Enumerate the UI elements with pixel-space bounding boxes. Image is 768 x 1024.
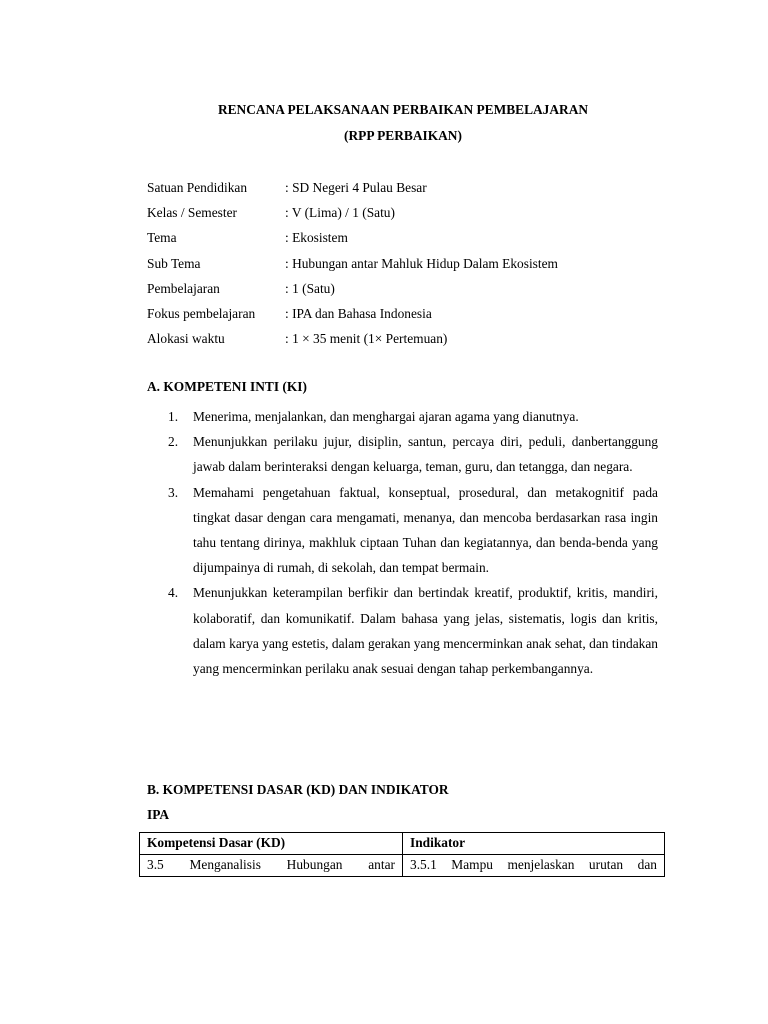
identity-row (147, 329, 558, 354)
list-item (168, 429, 658, 479)
list-item-text: Menunjukkan keterampilan berfikir dan bertindak kreatif, produktif, kritis, mandiri, kolaboratif, dan komunikatif. Dalam bahasa yang jelas, sistematis, logis dan kritis, dalam karya yang estetis, dalam gerakan yang mencerminkan anak sehat, dan tindakan yang mencerminkan perilaku anak sesuai dengan tahap perkembangannya. (193, 585, 658, 677)
table-cell: 3.5 Menganalisis Hubungan antar (140, 855, 403, 877)
identity-label: Sub Tema (147, 255, 201, 271)
identity-row (147, 203, 558, 228)
list-item (168, 480, 658, 581)
list-item-text: Menerima, menjalankan, dan menghargai ajaran agama yang dianutnya. (193, 409, 579, 424)
identity-label: Tema (147, 230, 177, 246)
identity-value: : 1 (Satu) (285, 280, 335, 296)
document-subtitle: (RPP PERBAIKAN) (344, 128, 462, 143)
identity-label: Satuan Pendidikan (147, 180, 248, 195)
identity-row (147, 254, 558, 279)
kd-table (139, 832, 665, 877)
identity-value: : IPA dan Bahasa Indonesia (285, 305, 432, 321)
list-item (168, 580, 658, 681)
identity-row (147, 178, 558, 203)
ki-list (168, 404, 658, 681)
table-header-cell: Kompetensi Dasar (KD) (140, 833, 403, 855)
list-item (168, 404, 658, 429)
section-b-heading: B. KOMPETENSI DASAR (KD) DAN INDIKATOR (147, 782, 449, 797)
list-item-number: 3. (168, 484, 179, 500)
identity-value: : V (Lima) / 1 (Satu) (285, 205, 395, 221)
document-title: RENCANA PELAKSANAAN PERBAIKAN PEMBELAJARAN (217, 102, 589, 117)
identity-row (147, 279, 558, 304)
list-item-text: Memahami pengetahuan faktual, konseptual, prosedural, dan metakognitif pada tingkat dasar dengan cara mengamati, menanya, dan mencoba berdasarkan rasa ingin tahu tentang dirinya, makhluk ciptaan Tuhan dan kegiatannya, dan benda-benda yang dijumpainya di rumah, di sekolah, dan tempat bermain. (193, 484, 658, 576)
identity-value: : SD Negeri 4 Pulau Besar (285, 180, 427, 195)
identity-label: Pembelajaran (147, 280, 220, 296)
identity-value: : 1 × 35 menit (1× Pertemuan) (285, 331, 448, 347)
list-item-number: 2. (168, 434, 179, 450)
list-item-text: Menunjukkan perilaku jujur, disiplin, santun, percaya diri, peduli, danbertanggung jawab dalam berinteraksi dengan keluarga, teman, guru, dan tetangga, dan negara. (193, 434, 658, 475)
identity-block (147, 178, 558, 354)
table-header-cell: Indikator (403, 833, 665, 855)
table-cell: 3.5.1 Mampu menjelaskan urutan dan (403, 855, 665, 877)
identity-value: : Ekosistem (285, 230, 348, 246)
identity-label: Alokasi waktu (147, 331, 225, 347)
identity-label: Fokus pembelajaran (147, 305, 256, 321)
section-b-subheading: IPA (147, 807, 170, 822)
section-a-heading: A. KOMPETENI INTI (KI) (147, 379, 307, 394)
list-item-number: 1. (168, 409, 179, 424)
identity-value: : Hubungan antar Mahluk Hidup Dalam Ekosistem (285, 255, 558, 271)
identity-row (147, 228, 558, 253)
identity-row (147, 304, 558, 329)
list-item-number: 4. (168, 585, 179, 601)
identity-label: Kelas / Semester (147, 205, 237, 221)
table-row (140, 855, 665, 877)
table-header-row (140, 833, 665, 855)
